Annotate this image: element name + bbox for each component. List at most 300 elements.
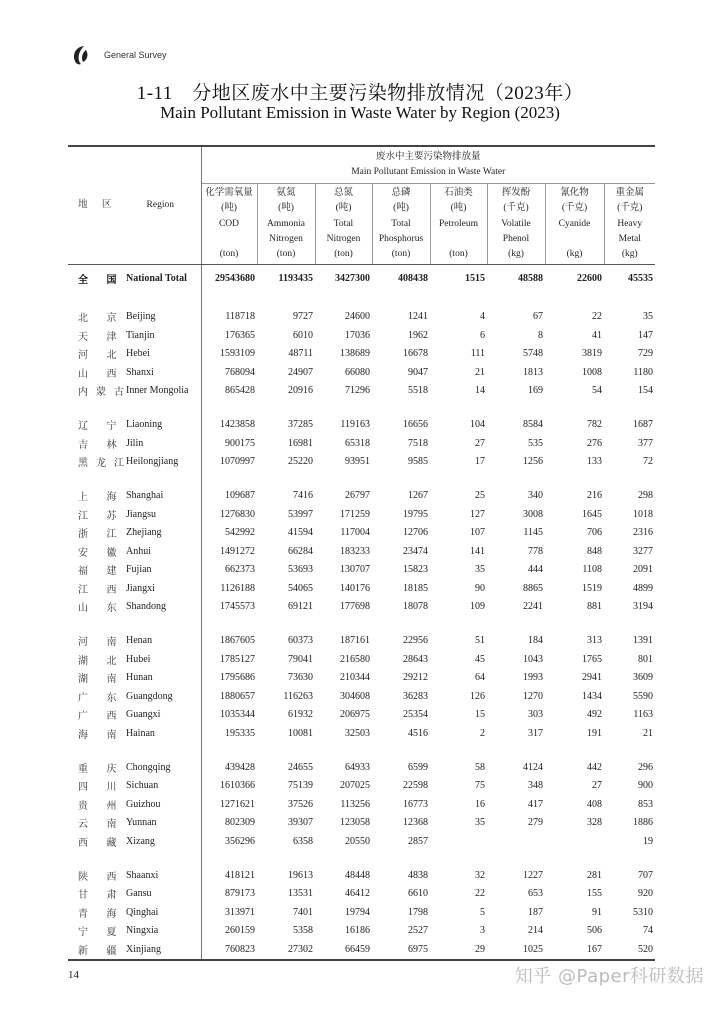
region-en: Shaanxi xyxy=(120,866,201,885)
cell-value: 1434 xyxy=(582,690,602,702)
cell-value: 1276830 xyxy=(220,508,255,520)
region-en: Yunnan xyxy=(120,814,201,833)
cell-value: 74 xyxy=(643,925,654,937)
cell-value: 6610 xyxy=(408,888,428,900)
cell-value: 54 xyxy=(592,385,602,397)
cell-value: 138689 xyxy=(340,348,370,360)
cell-value: 93951 xyxy=(345,456,370,468)
cell-value: 260159 xyxy=(225,925,255,937)
cell-value: 317 xyxy=(528,727,543,739)
cell-value: 3 xyxy=(480,925,485,937)
cell-value: 1813 xyxy=(523,366,543,378)
cell-value: 9585 xyxy=(408,456,428,468)
cell-value: 54065 xyxy=(288,582,313,594)
cell-value: 195335 xyxy=(225,727,255,739)
cell-value: 296 xyxy=(638,761,654,773)
cell-value: 25220 xyxy=(288,456,313,468)
column-unit-cn: (吨) xyxy=(278,203,294,214)
table-row xyxy=(68,542,655,561)
cell-value: 16186 xyxy=(345,925,370,937)
cell-value: 90 xyxy=(475,582,485,594)
region-cn: 吉 林 xyxy=(78,439,125,451)
cell-value: 1270 xyxy=(523,690,543,702)
cell-value: 1145 xyxy=(523,527,543,539)
table-row xyxy=(68,434,655,453)
cell-value: 45535 xyxy=(628,273,654,285)
column-unit-cn: (千克) xyxy=(561,203,588,214)
region-en: Jiangxi xyxy=(120,579,201,598)
cell-value: 206975 xyxy=(340,709,370,721)
table-row xyxy=(68,777,655,796)
column-unit-cn: (吨) xyxy=(335,203,352,214)
cell-value: 66284 xyxy=(288,545,313,557)
cell-value: 123058 xyxy=(340,817,370,829)
cell-value: 1519 xyxy=(582,582,602,594)
cell-value: 64933 xyxy=(345,761,370,773)
column-header xyxy=(257,184,315,265)
cell-value: 16981 xyxy=(288,437,313,449)
table-row xyxy=(68,940,655,960)
region-en: Sichuan xyxy=(120,777,201,796)
cell-value: 46412 xyxy=(345,888,370,900)
cell-value: 51 xyxy=(475,635,485,647)
region-en: Hubei xyxy=(120,650,201,669)
region-en: Anhui xyxy=(120,542,201,561)
cell-value: 109 xyxy=(470,601,485,613)
column-header xyxy=(604,184,655,265)
cell-value: 10081 xyxy=(288,727,313,739)
column-unit: (kg) xyxy=(566,248,583,259)
table-row xyxy=(68,650,655,669)
column-unit: (ton) xyxy=(391,248,411,259)
cell-value: 707 xyxy=(638,869,654,881)
table-row xyxy=(68,487,655,506)
region-en: Liaoning xyxy=(120,416,201,435)
cell-value: 1018 xyxy=(633,508,654,520)
column-unit: (ton) xyxy=(219,248,239,259)
cell-value: 169 xyxy=(528,385,543,397)
cell-value: 3609 xyxy=(633,672,654,684)
cell-value: 1256 xyxy=(523,456,543,468)
cell-value: 141 xyxy=(470,545,485,557)
cell-value: 535 xyxy=(528,437,543,449)
cell-value: 662373 xyxy=(225,564,255,576)
region-cn-header: 地 区 xyxy=(68,146,120,265)
table-row xyxy=(68,505,655,524)
cell-value: 15823 xyxy=(403,564,428,576)
cell-value: 22956 xyxy=(403,635,428,647)
table-row xyxy=(68,903,655,922)
cell-value: 3008 xyxy=(523,508,543,520)
cell-value: 1193435 xyxy=(278,273,313,285)
cell-value: 782 xyxy=(587,419,602,431)
region-cn: 河 南 xyxy=(78,637,125,649)
region-cn: 陕 西 xyxy=(78,871,125,883)
cell-value: 48448 xyxy=(345,869,370,881)
cell-value: 506 xyxy=(587,925,602,937)
cell-value: 1008 xyxy=(582,366,602,378)
cell-value: 133 xyxy=(587,456,602,468)
table-row xyxy=(68,758,655,777)
table-row xyxy=(68,308,655,327)
column-unit-cn: (吨) xyxy=(450,203,467,214)
cell-value: 184 xyxy=(528,635,543,647)
table-row xyxy=(68,724,655,743)
region-en: Shandong xyxy=(120,598,201,617)
cell-value: 35 xyxy=(643,311,654,323)
column-name-cn: 氰化物 xyxy=(560,188,589,198)
cell-value: 48588 xyxy=(518,273,543,285)
cell-value: 53997 xyxy=(288,508,313,520)
cell-value: 5 xyxy=(480,906,485,918)
region-cn: 山 东 xyxy=(78,603,125,615)
logo-icon xyxy=(70,44,94,66)
cell-value: 2857 xyxy=(408,835,428,847)
cell-value: 1227 xyxy=(523,869,543,881)
cell-value: 408 xyxy=(587,798,602,810)
section-label: General Survey xyxy=(104,50,167,60)
region-cn: 安 徽 xyxy=(78,547,125,559)
column-name-cn: 重金属 xyxy=(615,188,645,198)
cell-value: 298 xyxy=(638,490,654,502)
cell-value: 418121 xyxy=(225,869,255,881)
table-row xyxy=(68,687,655,706)
region-cn: 北 京 xyxy=(78,313,125,325)
cell-value: 1163 xyxy=(633,709,654,721)
cell-value: 27 xyxy=(592,780,602,792)
cell-value: 15 xyxy=(475,709,485,721)
watermark: 知乎 @Paper科研数据 xyxy=(514,966,704,987)
column-header xyxy=(487,184,545,265)
cell-value: 119163 xyxy=(340,419,370,431)
cell-value: 35 xyxy=(475,564,485,576)
cell-value: 276 xyxy=(587,437,602,449)
cell-value: 20916 xyxy=(288,385,313,397)
cell-value: 1795686 xyxy=(220,672,255,684)
cell-value: 1785127 xyxy=(220,653,255,665)
table-row xyxy=(68,416,655,435)
column-name-en-2: Nitrogen xyxy=(326,233,361,244)
column-name-cn: 化学需氧量 xyxy=(205,188,253,198)
table-row xyxy=(68,866,655,885)
region-cn: 河 北 xyxy=(78,350,125,362)
cell-value: 27 xyxy=(475,437,485,449)
table-row xyxy=(68,524,655,543)
region-en: Gansu xyxy=(120,885,201,904)
cell-value: 116263 xyxy=(283,690,313,702)
cell-value: 1267 xyxy=(408,490,428,502)
cell-value: 118718 xyxy=(225,311,255,323)
cell-value: 19 xyxy=(643,835,654,847)
cell-value: 73630 xyxy=(288,672,313,684)
cell-value: 37285 xyxy=(288,419,313,431)
cell-value: 542992 xyxy=(225,527,255,539)
cell-value: 75 xyxy=(475,780,485,792)
cell-value: 3819 xyxy=(582,348,602,360)
cell-value: 6975 xyxy=(372,940,430,960)
table-row xyxy=(68,363,655,382)
cell-value: 207025 xyxy=(340,780,370,792)
cell-value: 69121 xyxy=(288,601,313,613)
cell-value: 1035344 xyxy=(220,709,255,721)
region-en: Inner Mongolia xyxy=(120,382,201,401)
cell-value: 848 xyxy=(587,545,602,557)
cell-value: 32503 xyxy=(345,727,370,739)
cell-value: 1993 xyxy=(523,672,543,684)
cell-value: 1423858 xyxy=(220,419,255,431)
cell-value: 1765 xyxy=(582,653,602,665)
region-cn: 全 国 xyxy=(78,275,125,287)
region-cn: 湖 北 xyxy=(78,655,125,667)
region-en: Guangxi xyxy=(120,706,201,725)
cell-value: 6599 xyxy=(408,761,428,773)
cell-value: 8584 xyxy=(523,419,543,431)
cell-value: 45 xyxy=(475,653,485,665)
cell-value: 22600 xyxy=(577,273,602,285)
region-en: Chongqing xyxy=(120,758,201,777)
cell-value: 1886 xyxy=(633,817,654,829)
region-en-header: Region xyxy=(120,146,201,265)
cell-value: 13531 xyxy=(288,888,313,900)
cell-value: 140176 xyxy=(340,582,370,594)
cell-value: 9047 xyxy=(408,366,428,378)
cell-value: 60373 xyxy=(288,635,313,647)
cell-value: 1593109 xyxy=(220,348,255,360)
cell-value: 768094 xyxy=(225,366,255,378)
region-cn: 西 藏 xyxy=(78,837,125,849)
column-name-cn: 氨氮 xyxy=(276,188,296,198)
cell-value: 313971 xyxy=(225,906,255,918)
cell-value: 72 xyxy=(643,456,654,468)
cell-value: 12706 xyxy=(403,527,428,539)
cell-value xyxy=(430,832,487,851)
cell-value: 313 xyxy=(587,635,602,647)
cell-value: 27302 xyxy=(257,940,315,960)
cell-value: 187 xyxy=(528,906,543,918)
column-name-en: Cyanide xyxy=(558,218,591,229)
cell-value: 7416 xyxy=(293,490,313,502)
cell-value: 12368 xyxy=(403,817,428,829)
cell-value: 176365 xyxy=(225,329,255,341)
cell-value: 71296 xyxy=(345,385,370,397)
cell-value: 66080 xyxy=(345,366,370,378)
cell-value: 4516 xyxy=(408,727,428,739)
cell-value: 865428 xyxy=(225,385,255,397)
cell-value: 1108 xyxy=(582,564,602,576)
cell-value: 881 xyxy=(587,601,602,613)
cell-value: 65318 xyxy=(345,437,370,449)
cell-value: 41594 xyxy=(288,527,313,539)
table-row xyxy=(68,326,655,345)
cell-value: 14 xyxy=(475,385,485,397)
cell-value: 1391 xyxy=(633,635,654,647)
cell-value xyxy=(487,832,545,851)
cell-value: 16 xyxy=(475,798,485,810)
column-unit: (kg) xyxy=(621,248,638,259)
table-title-en: Main Pollutant Emission in Waste Water by Region (2023) xyxy=(160,103,560,122)
cell-value: 900175 xyxy=(225,437,255,449)
table-row xyxy=(68,453,655,472)
region-en: Shanghai xyxy=(120,487,201,506)
column-name-en-2 xyxy=(202,232,257,247)
cell-value: 729 xyxy=(638,348,654,360)
cell-value: 67 xyxy=(533,311,543,323)
cell-value: 48711 xyxy=(288,348,313,360)
cell-value: 1515 xyxy=(465,273,485,285)
cell-value: 340 xyxy=(528,490,543,502)
cell-value: 7518 xyxy=(408,437,428,449)
region-en: Zhejiang xyxy=(120,524,201,543)
region-cn: 广 西 xyxy=(78,711,125,723)
cell-value: 653 xyxy=(528,888,543,900)
cell-value: 6358 xyxy=(293,835,313,847)
cell-value xyxy=(545,832,604,851)
cell-value: 1491272 xyxy=(220,545,255,557)
cell-value: 9727 xyxy=(293,311,313,323)
column-header xyxy=(430,184,487,265)
cell-value: 706 xyxy=(587,527,602,539)
cell-value: 21 xyxy=(475,366,485,378)
cell-value: 58 xyxy=(475,761,485,773)
table-row xyxy=(68,706,655,725)
column-name-cn: 总氮 xyxy=(333,188,353,198)
cell-value: 36283 xyxy=(403,690,428,702)
table-row xyxy=(68,345,655,364)
cell-value: 1745573 xyxy=(220,601,255,613)
cell-value: 25 xyxy=(475,490,485,502)
column-name-en: Volatile xyxy=(501,218,531,229)
region-en: Shanxi xyxy=(120,363,201,382)
running-header xyxy=(70,44,167,66)
cell-value: 41 xyxy=(592,329,602,341)
cell-value: 79041 xyxy=(288,653,313,665)
column-unit: (kg) xyxy=(508,248,524,259)
cell-value: 107 xyxy=(470,527,485,539)
column-unit: (ton) xyxy=(334,248,353,259)
cell-value: 35 xyxy=(475,817,485,829)
cell-value: 7401 xyxy=(293,906,313,918)
cell-value: 21 xyxy=(643,727,654,739)
column-header xyxy=(201,184,257,265)
national-total-row xyxy=(68,265,655,293)
cell-value: 155 xyxy=(587,888,602,900)
cell-value: 147 xyxy=(638,329,654,341)
region-en: Henan xyxy=(120,632,201,651)
cell-value: 187161 xyxy=(340,635,370,647)
cell-value: 328 xyxy=(587,817,602,829)
region-cn: 湖 南 xyxy=(78,674,125,686)
column-unit: (ton) xyxy=(276,248,296,259)
table-row xyxy=(68,795,655,814)
column-name-en-2 xyxy=(546,232,604,247)
region-cn: 内蒙古 xyxy=(78,387,132,399)
table-title-cn: 1-11 分地区废水中主要污染物排放情况（2023年） xyxy=(136,83,584,104)
region-cn: 青 海 xyxy=(78,908,125,920)
region-en: Hainan xyxy=(120,724,201,743)
cell-value: 111 xyxy=(470,348,485,360)
cell-value: 356296 xyxy=(225,835,255,847)
cell-value: 1645 xyxy=(582,508,602,520)
column-name-en-2 xyxy=(431,232,487,247)
cell-value: 216580 xyxy=(340,653,370,665)
cell-value: 183233 xyxy=(340,545,370,557)
cell-value: 26797 xyxy=(345,490,370,502)
cell-value: 348 xyxy=(528,780,543,792)
region-en: Xinjiang xyxy=(120,940,201,960)
table-row xyxy=(68,632,655,651)
cell-value: 377 xyxy=(638,437,654,449)
cell-value: 492 xyxy=(587,709,602,721)
cell-value: 417 xyxy=(528,798,543,810)
column-header xyxy=(545,184,604,265)
cell-value: 442 xyxy=(587,761,602,773)
cell-value: 22598 xyxy=(403,780,428,792)
column-name-en-2: Nitrogen xyxy=(269,233,303,244)
region-en: Qinghai xyxy=(120,903,201,922)
cell-value: 104 xyxy=(470,419,485,431)
cell-value: 17036 xyxy=(345,329,370,341)
cell-value: 5358 xyxy=(293,925,313,937)
column-name-cn: 石油类 xyxy=(444,188,473,198)
cell-value: 19795 xyxy=(403,508,428,520)
cell-value: 920 xyxy=(638,888,654,900)
cell-value: 18185 xyxy=(403,582,428,594)
cell-value: 167 xyxy=(545,940,604,960)
table-row xyxy=(68,598,655,617)
page-number: 14 xyxy=(68,969,79,981)
region-en: Hunan xyxy=(120,669,201,688)
cell-value: 6010 xyxy=(293,329,313,341)
cell-value: 1610366 xyxy=(220,780,255,792)
cell-value: 22 xyxy=(592,311,602,323)
column-name-en-2: Phenol xyxy=(502,233,530,244)
region-en: Guangdong xyxy=(120,687,201,706)
region-cn: 四 川 xyxy=(78,782,125,794)
table-row xyxy=(68,579,655,598)
cell-value: 130707 xyxy=(340,564,370,576)
cell-value: 1271621 xyxy=(220,798,255,810)
cell-value: 2 xyxy=(480,727,485,739)
region-cn: 甘 肃 xyxy=(78,890,125,902)
pollutant-table xyxy=(68,145,655,961)
cell-value: 18078 xyxy=(403,601,428,613)
cell-value: 216 xyxy=(587,490,602,502)
cell-value: 760823 xyxy=(201,940,257,960)
cell-value: 303 xyxy=(528,709,543,721)
cell-value: 853 xyxy=(638,798,654,810)
column-name-cn: 挥发酚 xyxy=(501,188,531,198)
column-unit-cn: (千克) xyxy=(503,203,529,214)
table-row xyxy=(68,922,655,941)
group-header-en: Main Pollutant Emission in Waste Water xyxy=(351,167,506,177)
cell-value: 1025 xyxy=(487,940,545,960)
cell-value: 5748 xyxy=(523,348,543,360)
column-unit-cn: (千克) xyxy=(617,203,643,214)
cell-value: 3427300 xyxy=(335,273,370,285)
cell-value: 20550 xyxy=(345,835,370,847)
cell-value: 1180 xyxy=(633,366,654,378)
cell-value: 6 xyxy=(480,329,485,341)
region-en: Beijing xyxy=(120,308,201,327)
cell-value: 1798 xyxy=(408,906,428,918)
region-en: Ningxia xyxy=(120,922,201,941)
cell-value: 154 xyxy=(638,385,654,397)
cell-value: 4 xyxy=(480,311,485,323)
cell-value: 19794 xyxy=(345,906,370,918)
cell-value: 25354 xyxy=(403,709,428,721)
cell-value: 2527 xyxy=(408,925,428,937)
cell-value: 1043 xyxy=(523,653,543,665)
